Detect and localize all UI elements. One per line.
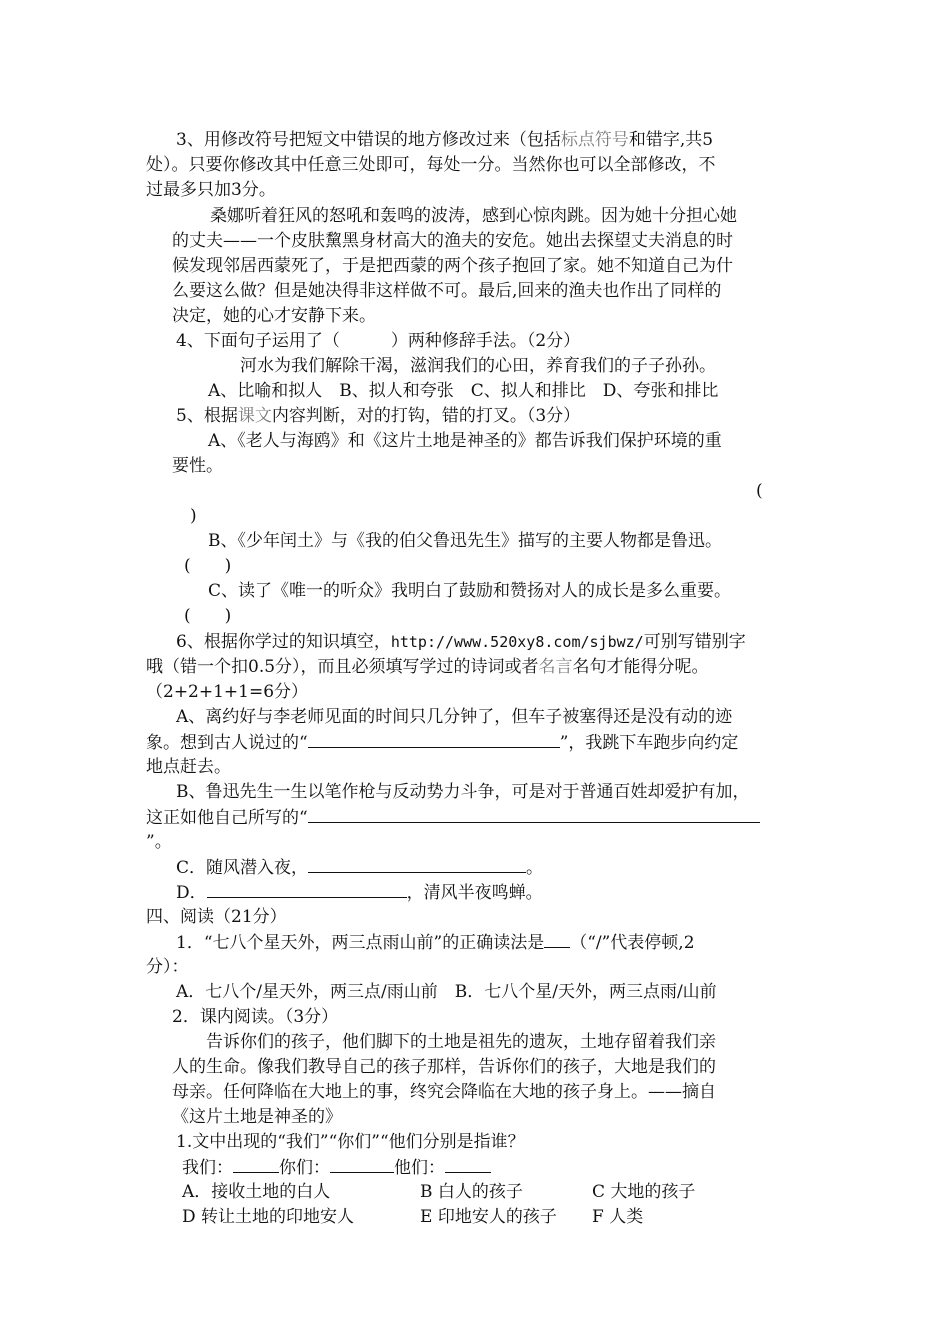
- highlight-link[interactable]: 名言: [538, 657, 573, 677]
- q5-a-line-2: 要性。: [172, 456, 223, 476]
- q6-b-line-3: ”。: [146, 832, 172, 852]
- q6-c: C．随风潜入夜， 。: [176, 855, 543, 880]
- url-text: http://www.520xy8.com/sjbwz/: [390, 633, 644, 651]
- answer-line: 我们： 你们： 他们：: [182, 1155, 491, 1180]
- reading-line-1: 告诉你们的孩子，他们脚下的土地是祖先的遗灰，土地存留着我们亲: [206, 1032, 716, 1052]
- fill-blank[interactable]: [207, 880, 407, 898]
- q5-a-paren-open: (: [756, 481, 763, 501]
- sub-question: 1.文中出现的“我们”“你们”“他们分别是指谁？: [176, 1132, 525, 1152]
- q5-a-paren-close: ): [190, 506, 197, 526]
- q6-a-line-2: 象。想到古人说过的“ ”，我跳下车跑步向约定: [146, 730, 738, 755]
- q5-b-paren: ( ): [184, 556, 232, 576]
- option-f: F 人类: [592, 1207, 644, 1227]
- q4-stem: 4、下面句子运用了（ ）两种修辞手法。（2分）: [176, 331, 581, 351]
- fill-blank[interactable]: [445, 1155, 491, 1173]
- passage-line-2: 的丈夫——一个皮肤黧黑身材高大的渔夫的安危。她出去探望丈夫消息的时: [172, 231, 733, 251]
- passage-line-4: 么要这么做？但是她决得非这样做不可。最后,回来的渔夫也作出了同样的: [172, 281, 722, 301]
- passage-line-3: 候发现邻居西蒙死了，于是把西蒙的两个孩子抱回了家。她不知道自己为什: [172, 256, 733, 276]
- highlight-link[interactable]: 标点符号: [560, 130, 629, 150]
- q5-b: B、《少年闰土》与《我的伯父鲁迅先生》描写的主要人物都是鲁迅。: [208, 531, 722, 551]
- q3-line-3: 过最多只加3分。: [146, 180, 276, 200]
- option-b: B 白人的孩子: [420, 1182, 523, 1202]
- passage-line-5: 决定，她的心才安静下来。: [172, 306, 376, 326]
- sec4-q1-options: A．七八个/星天外，两三点/雨山前 B．七八个星/天外，两三点雨/山前: [176, 982, 717, 1002]
- fill-blank[interactable]: [308, 805, 760, 823]
- q5-c: C、读了《唯一的听众》我明白了鼓励和赞扬对人的成长是多么重要。: [208, 581, 732, 601]
- q6-a-line-3: 地点赶去。: [146, 757, 231, 777]
- q3-line-1: 3、用修改符号把短文中错误的地方修改过来（包括标点符号和错字,共5: [176, 130, 714, 150]
- q6-line-1: 6、根据你学过的知识填空，http://www.520xy8.com/sjbwz/可别写错别字: [176, 632, 746, 652]
- reading-line-2: 人的生命。像我们教导自己的孩子那样，告诉你们的孩子，大地是我们的: [172, 1057, 716, 1077]
- sec4-q1-line-2: 分）：: [146, 957, 189, 977]
- option-c: C 大地的孩子: [592, 1182, 696, 1202]
- fill-blank[interactable]: [233, 1155, 279, 1173]
- passage-line-1: 桑娜听着狂风的怒吼和轰鸣的波涛，感到心惊肉跳。因为她十分担心她: [210, 206, 737, 226]
- q5-stem: 5、根据课文内容判断，对的打钩，错的打叉。（3分）: [176, 406, 581, 426]
- q4-options: A、比喻和拟人 B、拟人和夸张 C、拟人和排比 D、夸张和排比: [208, 381, 719, 401]
- fill-blank[interactable]: [308, 730, 560, 748]
- sec4-q2-title: 2．课内阅读。（3分）: [172, 1007, 339, 1027]
- fill-blank[interactable]: [544, 930, 570, 948]
- q6-a-line-1: A、离约好与李老师见面的时间只几分钟了，但车子被塞得还是没有动的迹: [176, 707, 733, 727]
- q5-c-paren: ( ): [184, 606, 232, 626]
- q6-b-line-2: 这正如他自己所写的“: [146, 805, 760, 830]
- reading-line-3: 母亲。任何降临在大地上的事，终究会降临在大地的孩子身上。——摘自: [172, 1082, 716, 1102]
- option-e: E 印地安人的孩子: [420, 1207, 557, 1227]
- q6-line-2: 哦（错一个扣0.5分），而且必须填写学过的诗词或者名言名句才能得分呢。: [146, 657, 709, 677]
- reading-line-4: 《这片土地是神圣的》: [172, 1107, 342, 1127]
- option-a: A．接收土地的白人: [182, 1182, 331, 1202]
- option-d: D 转让土地的印地安人: [182, 1207, 355, 1227]
- q6-d: D． ，清风半夜鸣蝉。: [176, 880, 543, 905]
- sec4-q1-line-1: 1．“七八个星天外，两三点雨山前”的正确读法是 （“/”代表停顿,2: [176, 930, 695, 955]
- fill-blank[interactable]: [330, 1155, 394, 1173]
- q3-line-2: 处）。只要你修改其中任意三处即可，每处一分。当然你也可以全部修改，不: [146, 155, 716, 175]
- q4-sentence: 河水为我们解除干渴，滋润我们的心田，养育我们的子子孙孙。: [240, 356, 716, 376]
- highlight-link[interactable]: 课文: [237, 406, 272, 426]
- q5-a-line-1: A、《老人与海鸥》和《这片土地是神圣的》都告诉我们保护环境的重: [208, 431, 722, 451]
- q6-b-line-1: B、鲁迅先生一生以笔作枪与反动势力斗争，可是对于普通百姓却爱护有加，: [176, 782, 750, 802]
- fill-blank[interactable]: [308, 855, 526, 873]
- section-4-title: 四、阅读（21分）: [146, 907, 287, 927]
- q6-line-3: （2+2+1+1=6分）: [146, 682, 309, 702]
